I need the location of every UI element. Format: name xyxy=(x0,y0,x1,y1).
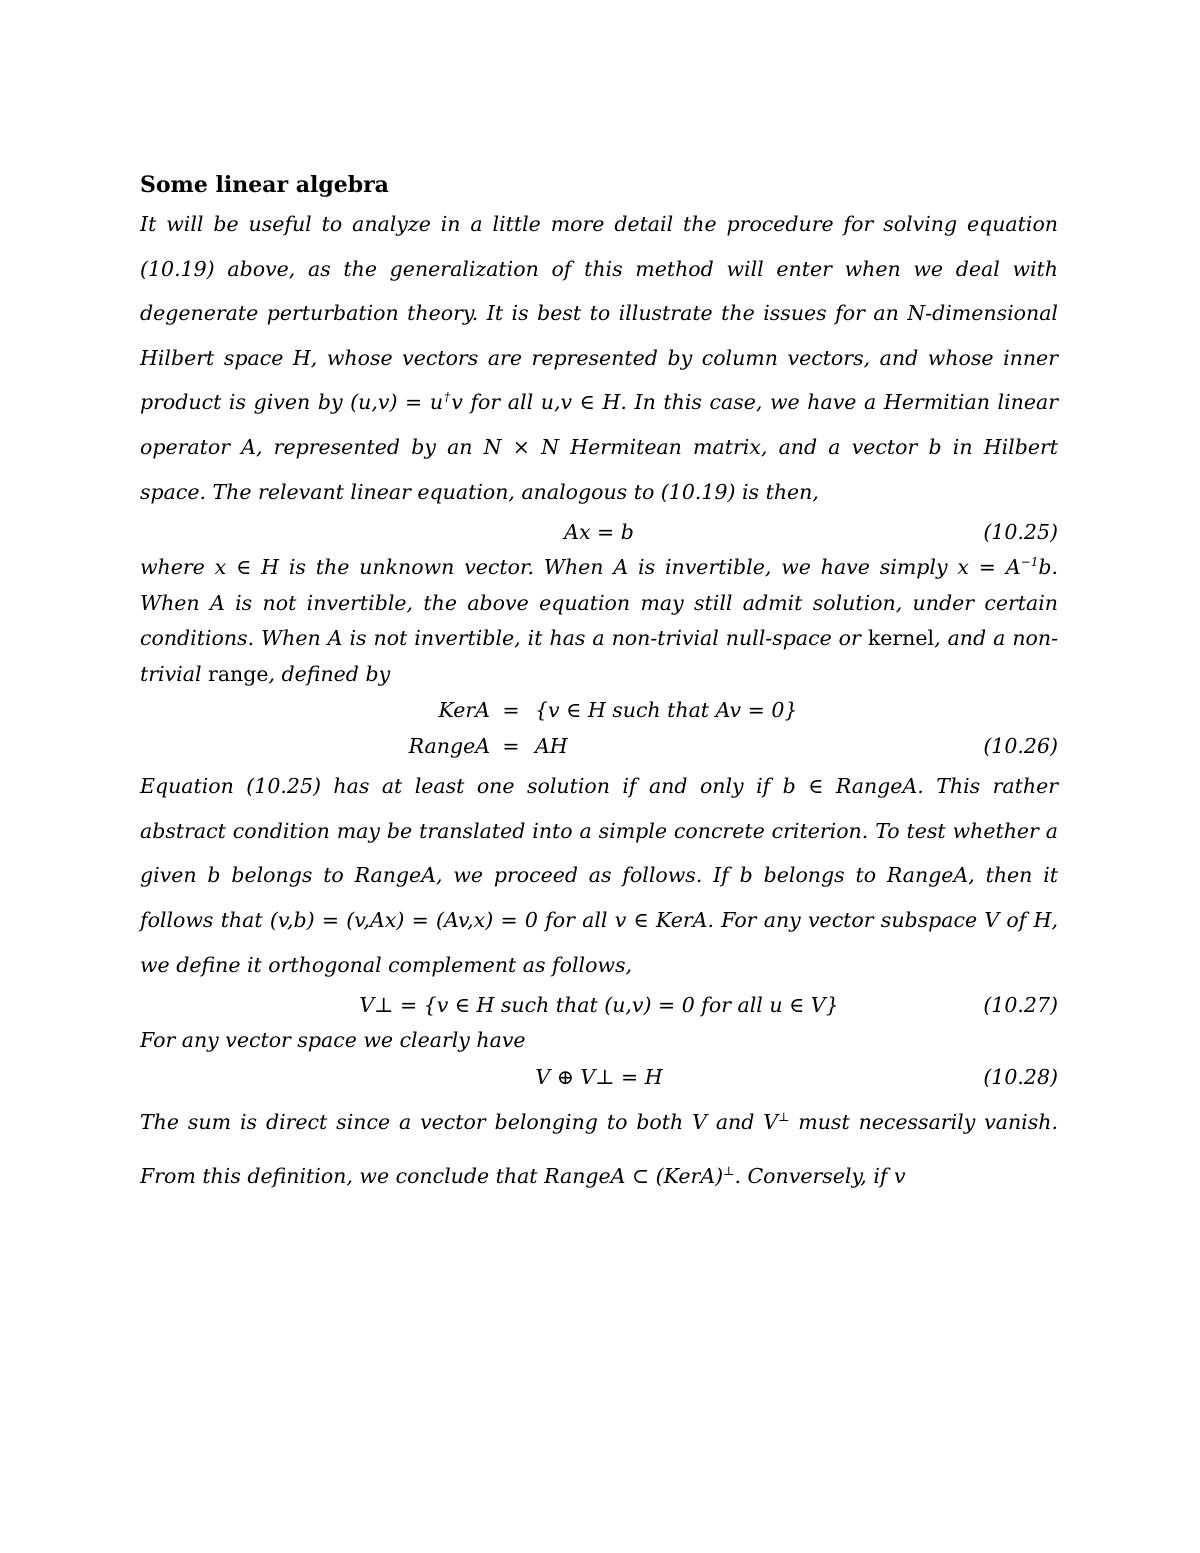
paragraph-vector-space: For any vector space we clearly have xyxy=(140,1028,526,1053)
paragraph-invertible-text-1: where x ∈ H is the unknown vector. When A is invertible, we have simply x = A xyxy=(140,555,1021,580)
equation-10-28 xyxy=(140,1059,1058,1095)
perp-superscript: ⊥ xyxy=(778,1109,790,1124)
equation-expression: V ⊕ V⊥ = H xyxy=(535,1064,663,1089)
equation-number: (10.27) xyxy=(983,993,1058,1018)
equation-number: (10.26) xyxy=(983,734,1058,759)
inverse-superscript: −1 xyxy=(1020,555,1039,570)
paragraph-direct-sum-text-3: . Conversely, if v xyxy=(734,1163,906,1188)
perp-superscript: ⊥ xyxy=(723,1163,735,1178)
paragraph-invertible-text-3: , and a non-trivial xyxy=(140,626,1059,686)
equation-operator: = xyxy=(502,734,520,759)
equation-rhs: AH xyxy=(535,734,568,759)
document-page xyxy=(140,168,1058,1203)
equation-lhs: KerA xyxy=(438,698,490,723)
paragraph-invertible-text-4: , defined by xyxy=(268,661,391,686)
equation-10-26-row-1 xyxy=(140,692,1058,728)
equation-operator: = xyxy=(502,698,520,723)
equation-expression: V⊥ = {v ∈ H such that (u,v) = 0 for all u ∈ V} xyxy=(359,993,839,1018)
equation-rhs: {v ∈ H such that Av = 0} xyxy=(535,698,798,723)
term-range: range xyxy=(208,661,269,686)
section-heading: Some linear algebra xyxy=(140,172,389,198)
paragraph-intro xyxy=(140,202,1058,514)
equation-10-27 xyxy=(140,987,1058,1023)
paragraph-intro-text-2: v for all u,v ∈ H. In this case, we have a Hermitian linear operator A, represented by an N × N Hermitean matrix, and a vector b in Hilbert space. The relevant linear equation, analogous to (10.19) is then, xyxy=(140,390,1059,504)
paragraph-direct-sum xyxy=(140,1095,1058,1203)
paragraph-invertible-text-2: b. When A is not invertible, the above equation may still admit solution, under certain conditions. When A is not invertible, it has a non-trivial null-space or xyxy=(140,555,1058,651)
equation-lhs: RangeA xyxy=(408,734,490,759)
paragraph-intro-text-1: It will be useful to analyze in a little more detail the procedure for solving equation (10.19) above, as the generalization of this method will enter when we deal with degenerate perturbation theory. It is best to illustrate the issues for an N-dimensional Hilbert space H, whose vectors are represented by column vectors, and whose inner product is given by (u,v) = u xyxy=(140,212,1058,415)
equation-number: (10.25) xyxy=(983,520,1058,545)
term-kernel: kernel xyxy=(867,626,935,651)
dagger-superscript: † xyxy=(443,390,452,405)
paragraph-direct-sum-text-2: must necessarily vanish. From this definition, we conclude that RangeA ⊂ (KerA) xyxy=(140,1109,1058,1188)
equation-expression: Ax = b xyxy=(564,520,634,545)
paragraph-range-criterion: Equation (10.25) has at least one solution if and only if b ∈ RangeA. This rather abstract condition may be translated into a simple concrete criterion. To test whether a given b belongs to RangeA, we proceed as follows. If b belongs to RangeA, then it follows that (v,b) = (v,Ax) = (Av,x) = 0 for all v ∈ KerA. For any vector subspace V of H, we define it orthogonal complement as follows, xyxy=(140,774,1058,977)
equation-number: (10.28) xyxy=(983,1064,1058,1089)
paragraph-direct-sum-text-1: The sum is direct since a vector belonging to both V and V xyxy=(140,1109,779,1134)
paragraph-invertible xyxy=(140,550,1058,692)
equation-10-26-row-2 xyxy=(140,728,1058,764)
equation-10-25 xyxy=(140,514,1058,550)
